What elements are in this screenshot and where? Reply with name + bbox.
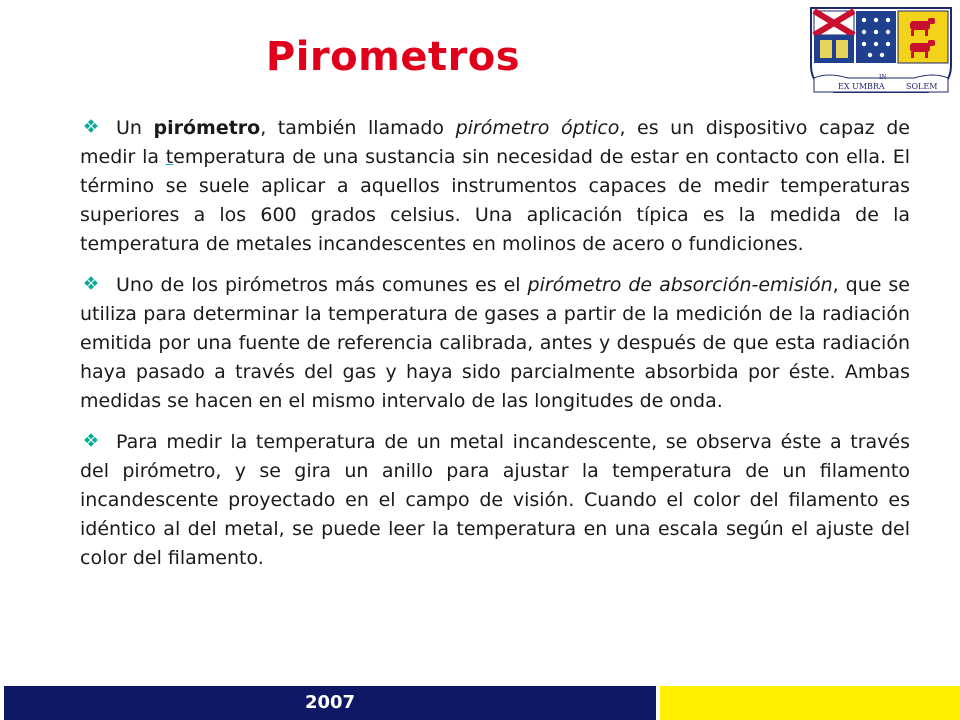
diamond-flower-icon bbox=[84, 276, 98, 290]
bullet-paragraph bbox=[80, 271, 910, 416]
crest-motto-left: EX UMBRA bbox=[838, 82, 885, 91]
crest-motto-right: SOLEM bbox=[906, 82, 938, 91]
slide-title: Pirometros bbox=[265, 34, 521, 80]
bullet-paragraph bbox=[80, 428, 910, 573]
university-crest-logo bbox=[808, 6, 954, 100]
footer-accent-bar bbox=[660, 686, 960, 720]
crest-motto-mid: IN bbox=[879, 74, 887, 81]
bullet-paragraph bbox=[80, 114, 910, 259]
paragraph-text: Un bbox=[116, 117, 154, 139]
paragraph-text: , que se utiliza para determinar la temperatura de gases a partir de la medición de la radiación emitida por una fuente de referencia calibrada, antes y después de que esta radiación haya pasado a través del gas y haya sido parcialmente absorbida por éste. Ambas medidas se hacen en el mismo intervalo de las longitudes de onda. bbox=[80, 274, 910, 412]
slide-body bbox=[80, 114, 910, 585]
paragraph-text: pirómetro de absorción-emisión bbox=[527, 274, 833, 296]
paragraph-text: emperatura de una sustancia sin necesidad de estar en contacto con ella. El término se suele aplicar a aquellos instrumentos capaces de medir temperaturas superiores a los 600 grados celsius. Una aplicación típica es la medida de la temperatura de metales incandescentes en molinos de acero o fundiciones. bbox=[80, 146, 910, 255]
paragraph-text: pirómetro óptico bbox=[455, 117, 620, 139]
footer-year: 2007 bbox=[304, 692, 356, 713]
paragraph-text: , también llamado bbox=[260, 117, 456, 139]
paragraph-text: , es un dispositivo capaz de medir la bbox=[80, 117, 910, 168]
paragraph-text: Uno de los pirómetros más comunes es el bbox=[116, 274, 528, 296]
paragraph-text: pirómetro bbox=[153, 117, 261, 139]
diamond-flower-icon bbox=[84, 119, 98, 133]
temperature-link[interactable]: t bbox=[165, 146, 174, 168]
diamond-flower-icon bbox=[84, 433, 98, 447]
paragraph-text: Para medir la temperatura de un metal incandescente, se observa éste a través del pirómetro, y se gira un anillo para ajustar la temperatura de un filamento incandescente proyectado en el campo de visión. Cuando el color del filamento es idéntico al del metal, se puede leer la temperatura en una escala según el ajuste del color del filamento. bbox=[80, 431, 910, 569]
footer-year-bar bbox=[4, 686, 656, 720]
